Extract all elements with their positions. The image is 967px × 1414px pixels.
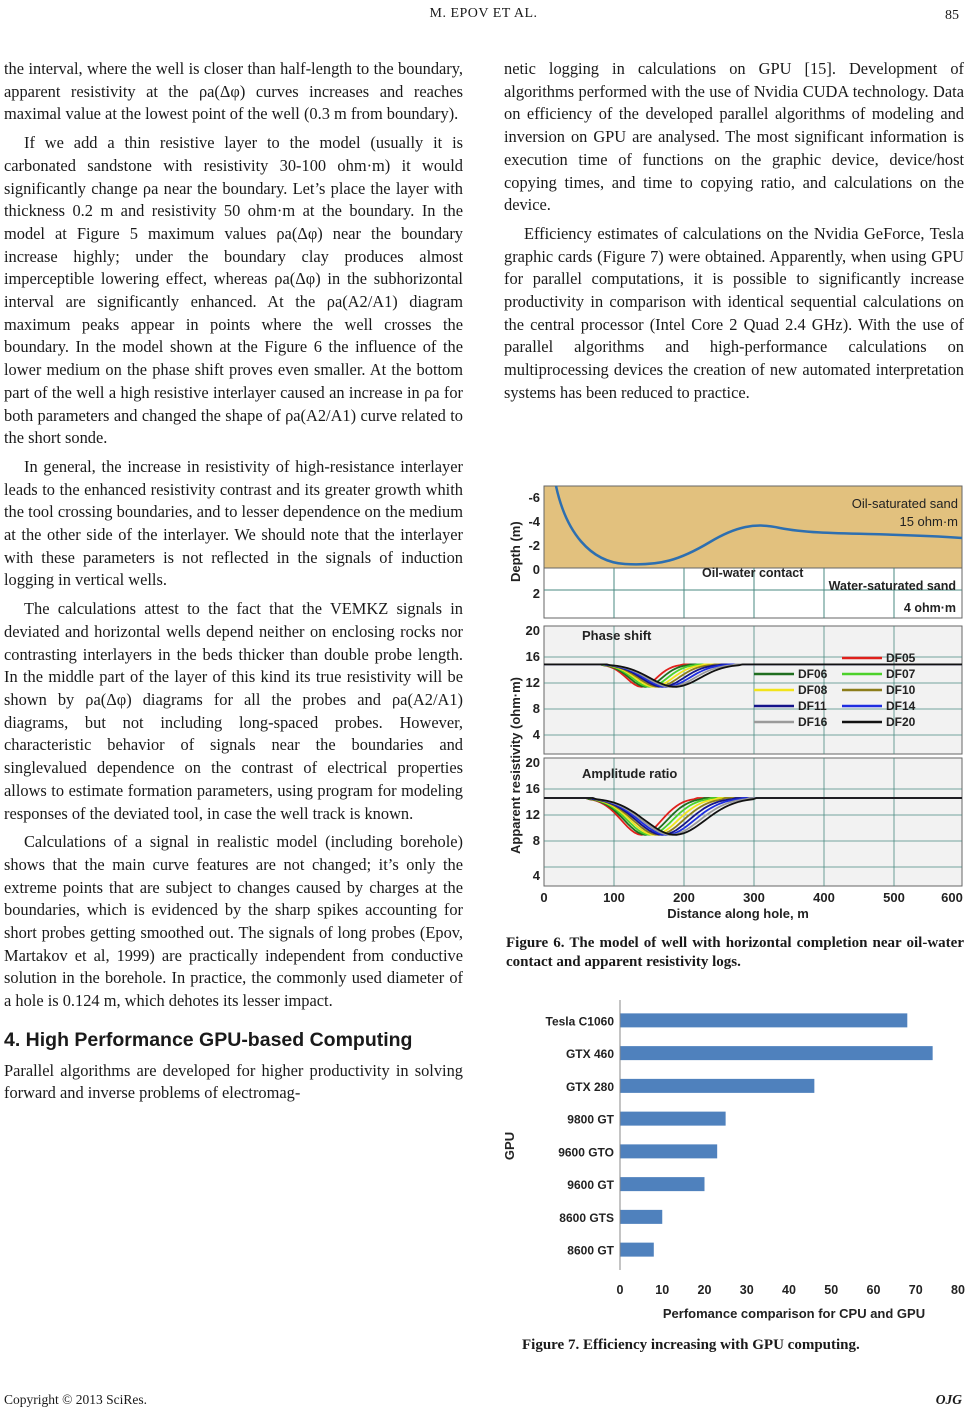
category-label: 8600 GTS	[559, 1210, 614, 1225]
bar	[620, 1046, 933, 1060]
x-tick: 100	[603, 890, 625, 905]
depth-axis-label: Depth (m)	[508, 521, 523, 582]
owc-label: Oil-water contact	[702, 566, 804, 580]
bar	[620, 1013, 907, 1027]
x-tick: 500	[883, 890, 905, 905]
amp-tick: 12	[525, 807, 540, 822]
paragraph: Efficiency estimates of calculations on the Nvidia GeForce, Tesla graphic cards (Figure 7) were obtained. Apparently, when using GPU for parallel computations, it is possible to significantly increase productivity in comparison with identical sequential calculations on the central processor (Intel Core 2 Quad 2.4 GHz). With the use of parallel algorithms and high-performance calculations on multiprocessing devices the creation of new automated interpretation systems has been reduced to practice.	[504, 223, 964, 402]
x-tick-label: 40	[782, 1283, 796, 1297]
phase-tick: 8	[532, 701, 540, 716]
paragraph: If we add a thin resistive layer to the model (usually it is carbonated sandstone with resistivity 30-100 ohm·m) it would significantly change ρa near the boundary. Let’s place the layer with thickness 0.2 m and resistivity 50 ohm·m at the boundary. In the model at Figure 5 maximum values ρa(Δφ) near the boundary increase highly; under the boundary clay produces almost imperceptible lowering effect, whereas ρa(Δφ) in the subhorizontal interval are significantly enhanced. At the ρa(A2/A1) diagram maximum peaks appear in points where the well crosses the boundary. In the model shown at the Figure 6 the influence of the lower medium on the phase shift proves even smaller. At the bottom part of the well a high resistive interlayer caused an increase in ρa for both parameters and changed the shape of ρa(A2/A1) curve related to the short sonde.	[4, 133, 463, 448]
depth-axis	[528, 490, 540, 601]
y-axis-label: GPU	[502, 1131, 517, 1161]
paragraph: Parallel algorithms are developed for higher productivity in solving forward and inverse problems of electromag-	[4, 1060, 463, 1103]
legend-label: DF08	[798, 683, 828, 697]
x-axis-ticks	[540, 890, 962, 905]
oil-layer-label: Oil-saturated sand	[851, 496, 958, 511]
bar	[620, 1210, 662, 1224]
phase-tick: 20	[525, 623, 540, 638]
amp-title: Amplitude ratio	[582, 766, 678, 781]
x-tick-label: 60	[866, 1283, 881, 1297]
paragraph: the interval, where the well is closer than half-length to the boundary, apparent resistivity at the ρa(Δφ) curves increases and reaches maximal value at the lowest point of the well (0.3 m from boundary).	[4, 59, 463, 124]
bar	[620, 1112, 726, 1126]
depth-tick: 0	[532, 562, 540, 577]
depth-tick: -4	[528, 514, 540, 529]
paragraph: Calculations of a signal in realistic model (including borehole) shows that the main curve features are not changed; it’s only the extreme points that are subject to changes caused by charges at the boundaries, which is evidenced by the sharp spikes accounting for short probes getting smoothed out. The signals of long probes (Epov, Martakov et al, 1999) are practically independent from conductive solution in the borehole. In practice, the commonly used diameter of a hole is 0.124 m, which dehotes its lesser impact.	[4, 832, 463, 1011]
running-head: M. EPOV ET AL.	[429, 6, 538, 21]
legend-label: DF05	[886, 651, 916, 665]
legend-label: DF06	[798, 667, 828, 681]
amp-ticks	[526, 755, 541, 883]
paragraph: The calculations attest to the fact that the VEMKZ signals in deviated and horizontal wells depend neither on enclosing rocks nor contrasting interlayers in the beds thicker than double probe length. In the middle part of the layer of this kind its true resistivity will be shown by ρa(Δφ) diagrams for all the probes and ρa(A2/A1) diagrams, but not including long-spaced probes. However, characteristic behavior of signals near the boundaries and singlevalued dependence on the contrast of electrical properties allows to estimate formation parameters, using program for modeling responses of the deviated tool, in case the well track is known.	[4, 599, 463, 823]
x-tick-label: 50	[824, 1283, 839, 1297]
left-column	[4, 58, 463, 1111]
bar	[620, 1079, 814, 1093]
section-heading: 4. High Performance GPU-based Computing	[4, 1028, 413, 1051]
amp-tick: 4	[532, 868, 540, 883]
page-number: 85	[945, 8, 959, 23]
category-label: Tesla C1060	[545, 1014, 614, 1029]
x-tick: 0	[540, 890, 548, 905]
category-label: 8600 GT	[567, 1243, 614, 1258]
page-footer	[4, 1392, 962, 1408]
page-header	[0, 6, 967, 28]
x-tick: 400	[813, 890, 835, 905]
bar	[620, 1177, 705, 1191]
journal-name: OJG	[935, 1392, 962, 1407]
amp-tick: 8	[532, 833, 540, 848]
depth-tick: 2	[532, 586, 540, 601]
x-tick-label: 10	[655, 1283, 670, 1297]
x-tick-label: 0	[616, 1283, 624, 1297]
legend-label: DF11	[798, 699, 827, 713]
figure-6-caption: Figure 6. The model of well with horizontal completion near oil-water contact and apparent resistivity logs.	[506, 935, 964, 970]
depth-tick: -6	[528, 490, 540, 505]
x-tick-labels	[617, 1283, 965, 1297]
legend-label: DF07	[886, 667, 916, 681]
category-label: GTX 460	[565, 1047, 614, 1062]
figure-7-caption: Figure 7. Efficiency increasing with GPU computing.	[522, 1337, 860, 1353]
x-tick-label: 30	[739, 1283, 754, 1297]
bars	[620, 1013, 933, 1256]
resistivity-axis-label: Apparent resistivity (ohm·m)	[508, 677, 523, 854]
figure-6	[500, 482, 966, 922]
water-resistivity-label: 4 ohm·m	[903, 601, 956, 615]
phase-tick: 16	[525, 649, 540, 664]
x-tick: 300	[743, 890, 765, 905]
figure-7-chart	[498, 996, 966, 1328]
x-axis-label: Distance along hole, m	[667, 906, 809, 921]
x-tick-label: 70	[908, 1283, 923, 1297]
right-column	[504, 58, 964, 411]
depth-tick: -2	[528, 538, 540, 553]
category-label: 9600 GT	[567, 1178, 614, 1193]
category-label: GTX 280	[565, 1079, 614, 1094]
x-tick-label: 80	[951, 1283, 965, 1297]
category-label: 9800 GT	[567, 1112, 614, 1127]
category-label: 9600 GTO	[558, 1145, 614, 1160]
paragraph: netic logging in calculations on GPU [15]. Development of algorithms performed with the use of Nvidia CUDA technology. Data on efficiency of the developed parallel algorithms of modeling and inversion on GPU are analysed. The most significant information is execution time of functions on the graphic device, device/host copying times, and time to copying ratio, and calculations on the device.	[504, 59, 964, 215]
oil-resistivity-label: 15 ohm·m	[899, 514, 958, 529]
paragraph: In general, the increase in resistivity of high-resistance interlayer leads to the enhanced resistivity contrast and its greater growth whith the tool crossing boundaries, and to lesser dependence on the medium at the other side of the interlayer. We should note that the interlayer with these parameters is not reflected in the signals of induction logging in vertical wells.	[4, 456, 463, 590]
bar	[620, 1243, 654, 1257]
x-tick: 600	[941, 890, 963, 905]
legend-label: DF14	[886, 699, 916, 713]
copyright: Copyright © 2013 SciRes.	[4, 1392, 148, 1407]
phase-ticks	[526, 623, 541, 742]
x-tick-label: 20	[697, 1283, 712, 1297]
phase-tick: 12	[525, 675, 540, 690]
legend-label: DF20	[886, 715, 916, 729]
legend-label: DF16	[798, 715, 828, 729]
bar	[620, 1144, 717, 1158]
amp-tick: 16	[525, 781, 540, 796]
water-layer-label: Water-saturated sand	[828, 579, 956, 593]
x-tick: 200	[673, 890, 695, 905]
amp-tick: 20	[525, 755, 540, 770]
phase-title: Phase shift	[582, 628, 652, 643]
legend-label: DF10	[886, 683, 916, 697]
category-labels	[546, 1014, 615, 1257]
phase-tick: 4	[532, 727, 540, 742]
x-axis-label: Perfomance comparison for CPU and GPU	[662, 1306, 926, 1321]
